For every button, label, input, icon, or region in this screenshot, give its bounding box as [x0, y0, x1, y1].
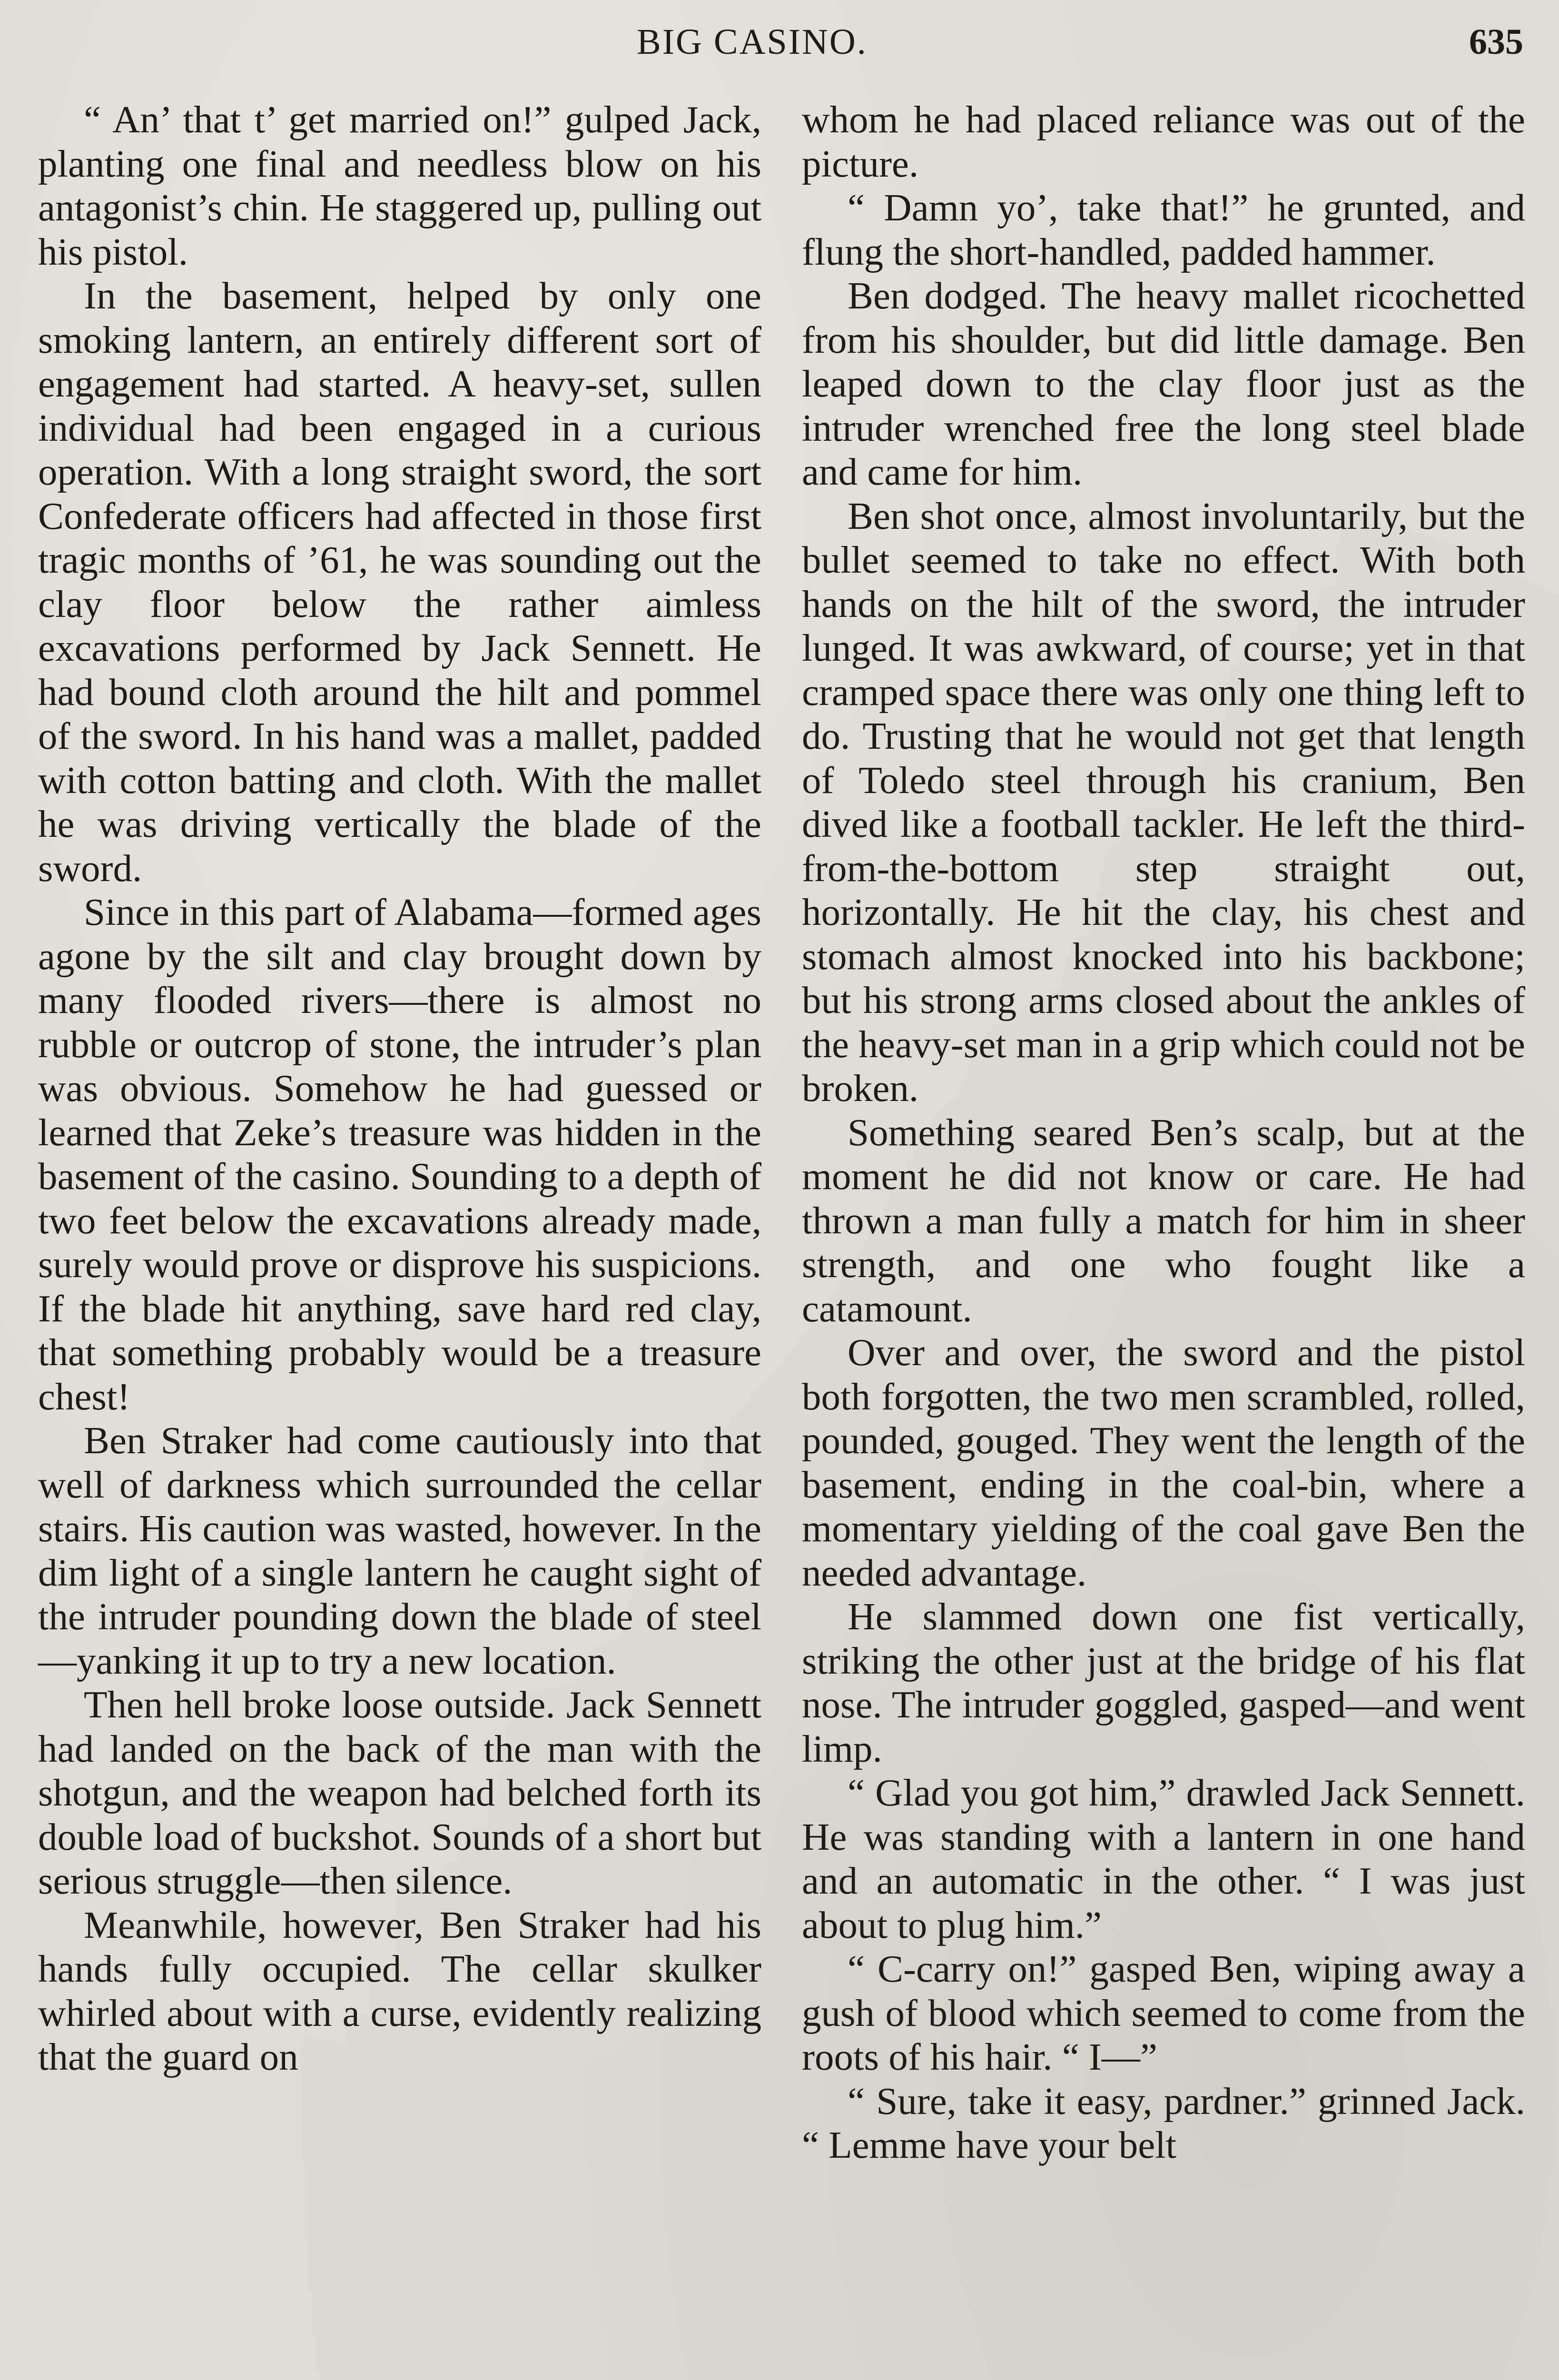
paragraph: Ben dodged. The heavy mallet ricochetted from his shoulder, but did little damage. Ben leaped down to the clay floor just as the intruder wrenched free the long steel blade and came for him.	[802, 274, 1525, 493]
page-number: 635	[1469, 22, 1523, 62]
paragraph: “ Sure, take it easy, pardner.” grinned Jack. “ Lemme have your belt	[802, 2079, 1525, 2166]
paragraph: “ Damn yo’, take that!” he grunted, and flung the short-handled, padded hammer.	[802, 186, 1525, 273]
paragraph: Something seared Ben’s scalp, but at the moment he did not know or care. He had thrown a man fully a match for him in sheer strength, and one who fought like a catamount.	[802, 1111, 1525, 1330]
paragraph: Ben Straker had come cautiously into that well of darkness which surrounded the cellar stairs. His caution was wasted, however. In the dim light of a single lantern he caught sight of the intruder pounding down the blade of steel—yanking it up to try a new location.	[38, 1419, 761, 1682]
paragraph: Meanwhile, however, Ben Straker had his hands fully occupied. The cellar skulker whirled about with a curse, evidently realizing that the guard on	[38, 1903, 761, 2078]
paragraph: Over and over, the sword and the pistol both forgotten, the two men scrambled, rolled, pounded, gouged. They went the length of the basement, ending in the coal-bin, where a momentary yielding of the coal gave Ben the needed advantage.	[802, 1331, 1525, 1594]
paragraph: “ Glad you got him,” drawled Jack Sennett. He was standing with a lantern in one hand and an automatic in the other. “ I was just about to plug him.”	[802, 1771, 1525, 1946]
left-column	[38, 98, 761, 2079]
paragraph: Since in this part of Alabama—formed ages agone by the silt and clay brought down by many flooded rivers—there is almost no rubble or outcrop of stone, the intruder’s plan was obvious. Somehow he had guessed or learned that Zeke’s treasure was hidden in the basement of the casino. Sounding to a depth of two feet below the excavations already made, surely would prove or disprove his suspicions. If the blade hit anything, save hard red clay, that something probably would be a treasure chest!	[38, 891, 761, 1418]
paragraph: Ben shot once, almost involuntarily, but the bullet seemed to take no effect. With both hands on the hilt of the sword, the intruder lunged. It was awkward, of course; yet in that cramped space there was only one thing left to do. Trusting that he would not get that length of Toledo steel through his cranium, Ben dived like a football tackler. He left the third-from-the-bottom step straight out, horizontally. He hit the clay, his chest and stomach almost knocked into his backbone; but his strong arms closed about the ankles of the heavy-set man in a grip which could not be broken.	[802, 494, 1525, 1110]
running-head	[0, 18, 1559, 66]
paragraph: Then hell broke loose outside. Jack Sennett had landed on the back of the man with the shotgun, and the weapon had belched forth its double load of buckshot. Sounds of a short but serious struggle—then silence.	[38, 1683, 761, 1902]
paragraph: He slammed down one fist vertically, striking the other just at the bridge of his flat nose. The intruder goggled, gasped—and went limp.	[802, 1595, 1525, 1770]
running-title: BIG CASINO.	[637, 22, 868, 62]
paragraph: In the basement, helped by only one smoking lantern, an entirely different sort of engagement had started. A heavy-set, sullen individual had been engaged in a curious operation. With a long straight sword, the sort Confederate officers had affected in those first tragic months of ’61, he was sounding out the clay floor below the rather aimless excavations performed by Jack Sennett. He had bound cloth around the hilt and pommel of the sword. In his hand was a mallet, padded with cotton batting and cloth. With the mallet he was driving vertically the blade of the sword.	[38, 274, 761, 890]
paragraph: “ An’ that t’ get married on!” gulped Jack, planting one final and needless blow on his antagonist’s chin. He staggered up, pulling out his pistol.	[38, 98, 761, 273]
paragraph: “ C-carry on!” gasped Ben, wiping away a gush of blood which seemed to come from the roots of his hair. “ I—”	[802, 1947, 1525, 2078]
right-column	[802, 98, 1525, 2167]
paragraph: whom he had placed reliance was out of the picture.	[802, 98, 1525, 185]
